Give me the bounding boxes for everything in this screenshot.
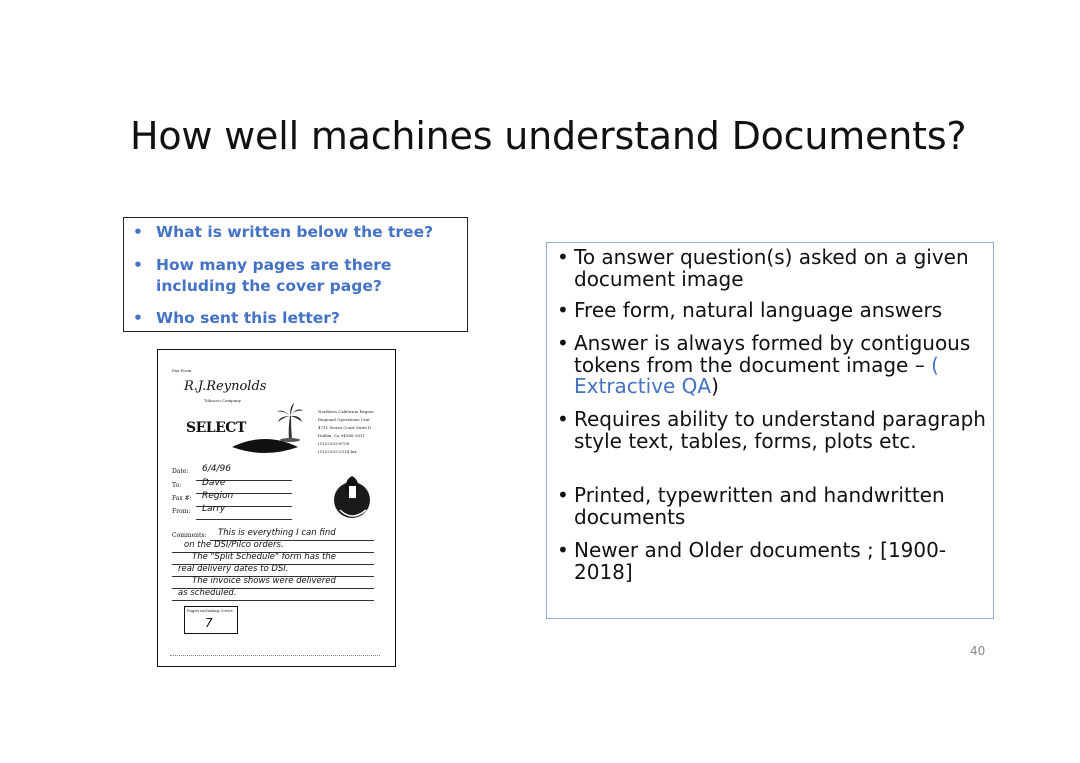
to-value: Dave bbox=[202, 478, 226, 488]
description-box bbox=[546, 242, 994, 619]
bullet-icon: • bbox=[557, 298, 569, 322]
to-label: To: bbox=[172, 482, 182, 489]
bullet-icon: • bbox=[557, 245, 569, 269]
comments-label: Comments: bbox=[172, 532, 207, 539]
bullet-icon: • bbox=[557, 538, 569, 562]
questions-box bbox=[123, 217, 468, 332]
address-line: (510) 833-2314 fax bbox=[318, 449, 357, 454]
question-text: What is written below the tree? bbox=[156, 223, 434, 241]
date-label: Date: bbox=[172, 468, 189, 475]
fax-label: Fax #: bbox=[172, 495, 192, 502]
address-line: Regional Operations Unit bbox=[318, 417, 370, 422]
question-text: How many pages are there including the cover page? bbox=[156, 256, 392, 295]
bullet-icon: • bbox=[133, 309, 143, 327]
description-text: Free form, natural language answers bbox=[574, 298, 943, 322]
slide-title: How well machines understand Documents? bbox=[130, 114, 967, 158]
bullet-icon: • bbox=[133, 256, 143, 274]
company-name: Tobacco Company bbox=[204, 398, 241, 403]
description-text-main: Answer is always formed by contiguous tokens from the document image – bbox=[574, 331, 971, 377]
extractive-qa-highlight: ( Extractive QA bbox=[574, 352, 939, 398]
address-line: (510) 833-8708 bbox=[318, 441, 350, 446]
description-text: Newer and Older documents ; [1900-2018] bbox=[574, 538, 947, 584]
question-text: Who sent this letter? bbox=[156, 309, 340, 327]
comment-line: The "Split Schedule" form has the bbox=[192, 552, 336, 562]
bullet-icon: • bbox=[133, 223, 143, 241]
comment-line: on the DSI/Pilco orders. bbox=[184, 540, 284, 550]
cigarette-pack-icon bbox=[230, 435, 300, 457]
from-label: From: bbox=[172, 508, 191, 515]
fax-from-label: Fax From bbox=[172, 368, 192, 373]
sender-name: R.J.Reynolds bbox=[184, 379, 267, 394]
from-value: Larry bbox=[202, 504, 226, 514]
pages-box bbox=[184, 606, 238, 634]
comment-line: This is everything I can find bbox=[218, 528, 336, 538]
document-image bbox=[157, 349, 396, 667]
address-line: 4711 Sierra Court Suite D bbox=[318, 425, 372, 430]
page-number: 40 bbox=[970, 644, 986, 658]
bullet-icon: • bbox=[557, 407, 569, 431]
select-logo: SELECT bbox=[186, 420, 246, 436]
description-text bbox=[574, 333, 989, 398]
date-value: 6/4/96 bbox=[202, 464, 231, 474]
camel-logo-icon bbox=[330, 470, 376, 522]
description-text-suffix: ) bbox=[711, 374, 719, 398]
address-block bbox=[318, 408, 396, 456]
address-line: Northern California Region bbox=[318, 409, 374, 414]
comment-line: as scheduled. bbox=[178, 588, 237, 598]
bullet-icon: • bbox=[557, 483, 569, 507]
description-text: To answer question(s) asked on a given document image bbox=[574, 245, 969, 291]
description-text: Requires ability to understand paragraph style text, tables, forms, plots etc. bbox=[574, 407, 986, 453]
comment-line: real delivery dates to DSI. bbox=[178, 564, 289, 574]
bullet-icon: • bbox=[557, 331, 569, 355]
comment-line: The invoice shows were delivered bbox=[192, 576, 336, 586]
address-line: Dublin, Ca 94568-2611 bbox=[318, 433, 365, 438]
pages-value: 7 bbox=[205, 616, 213, 630]
pages-label: Pages including Cover: bbox=[187, 608, 234, 613]
description-text: Printed, typewritten and handwritten documents bbox=[574, 483, 945, 529]
fax-value: Region bbox=[202, 491, 234, 501]
